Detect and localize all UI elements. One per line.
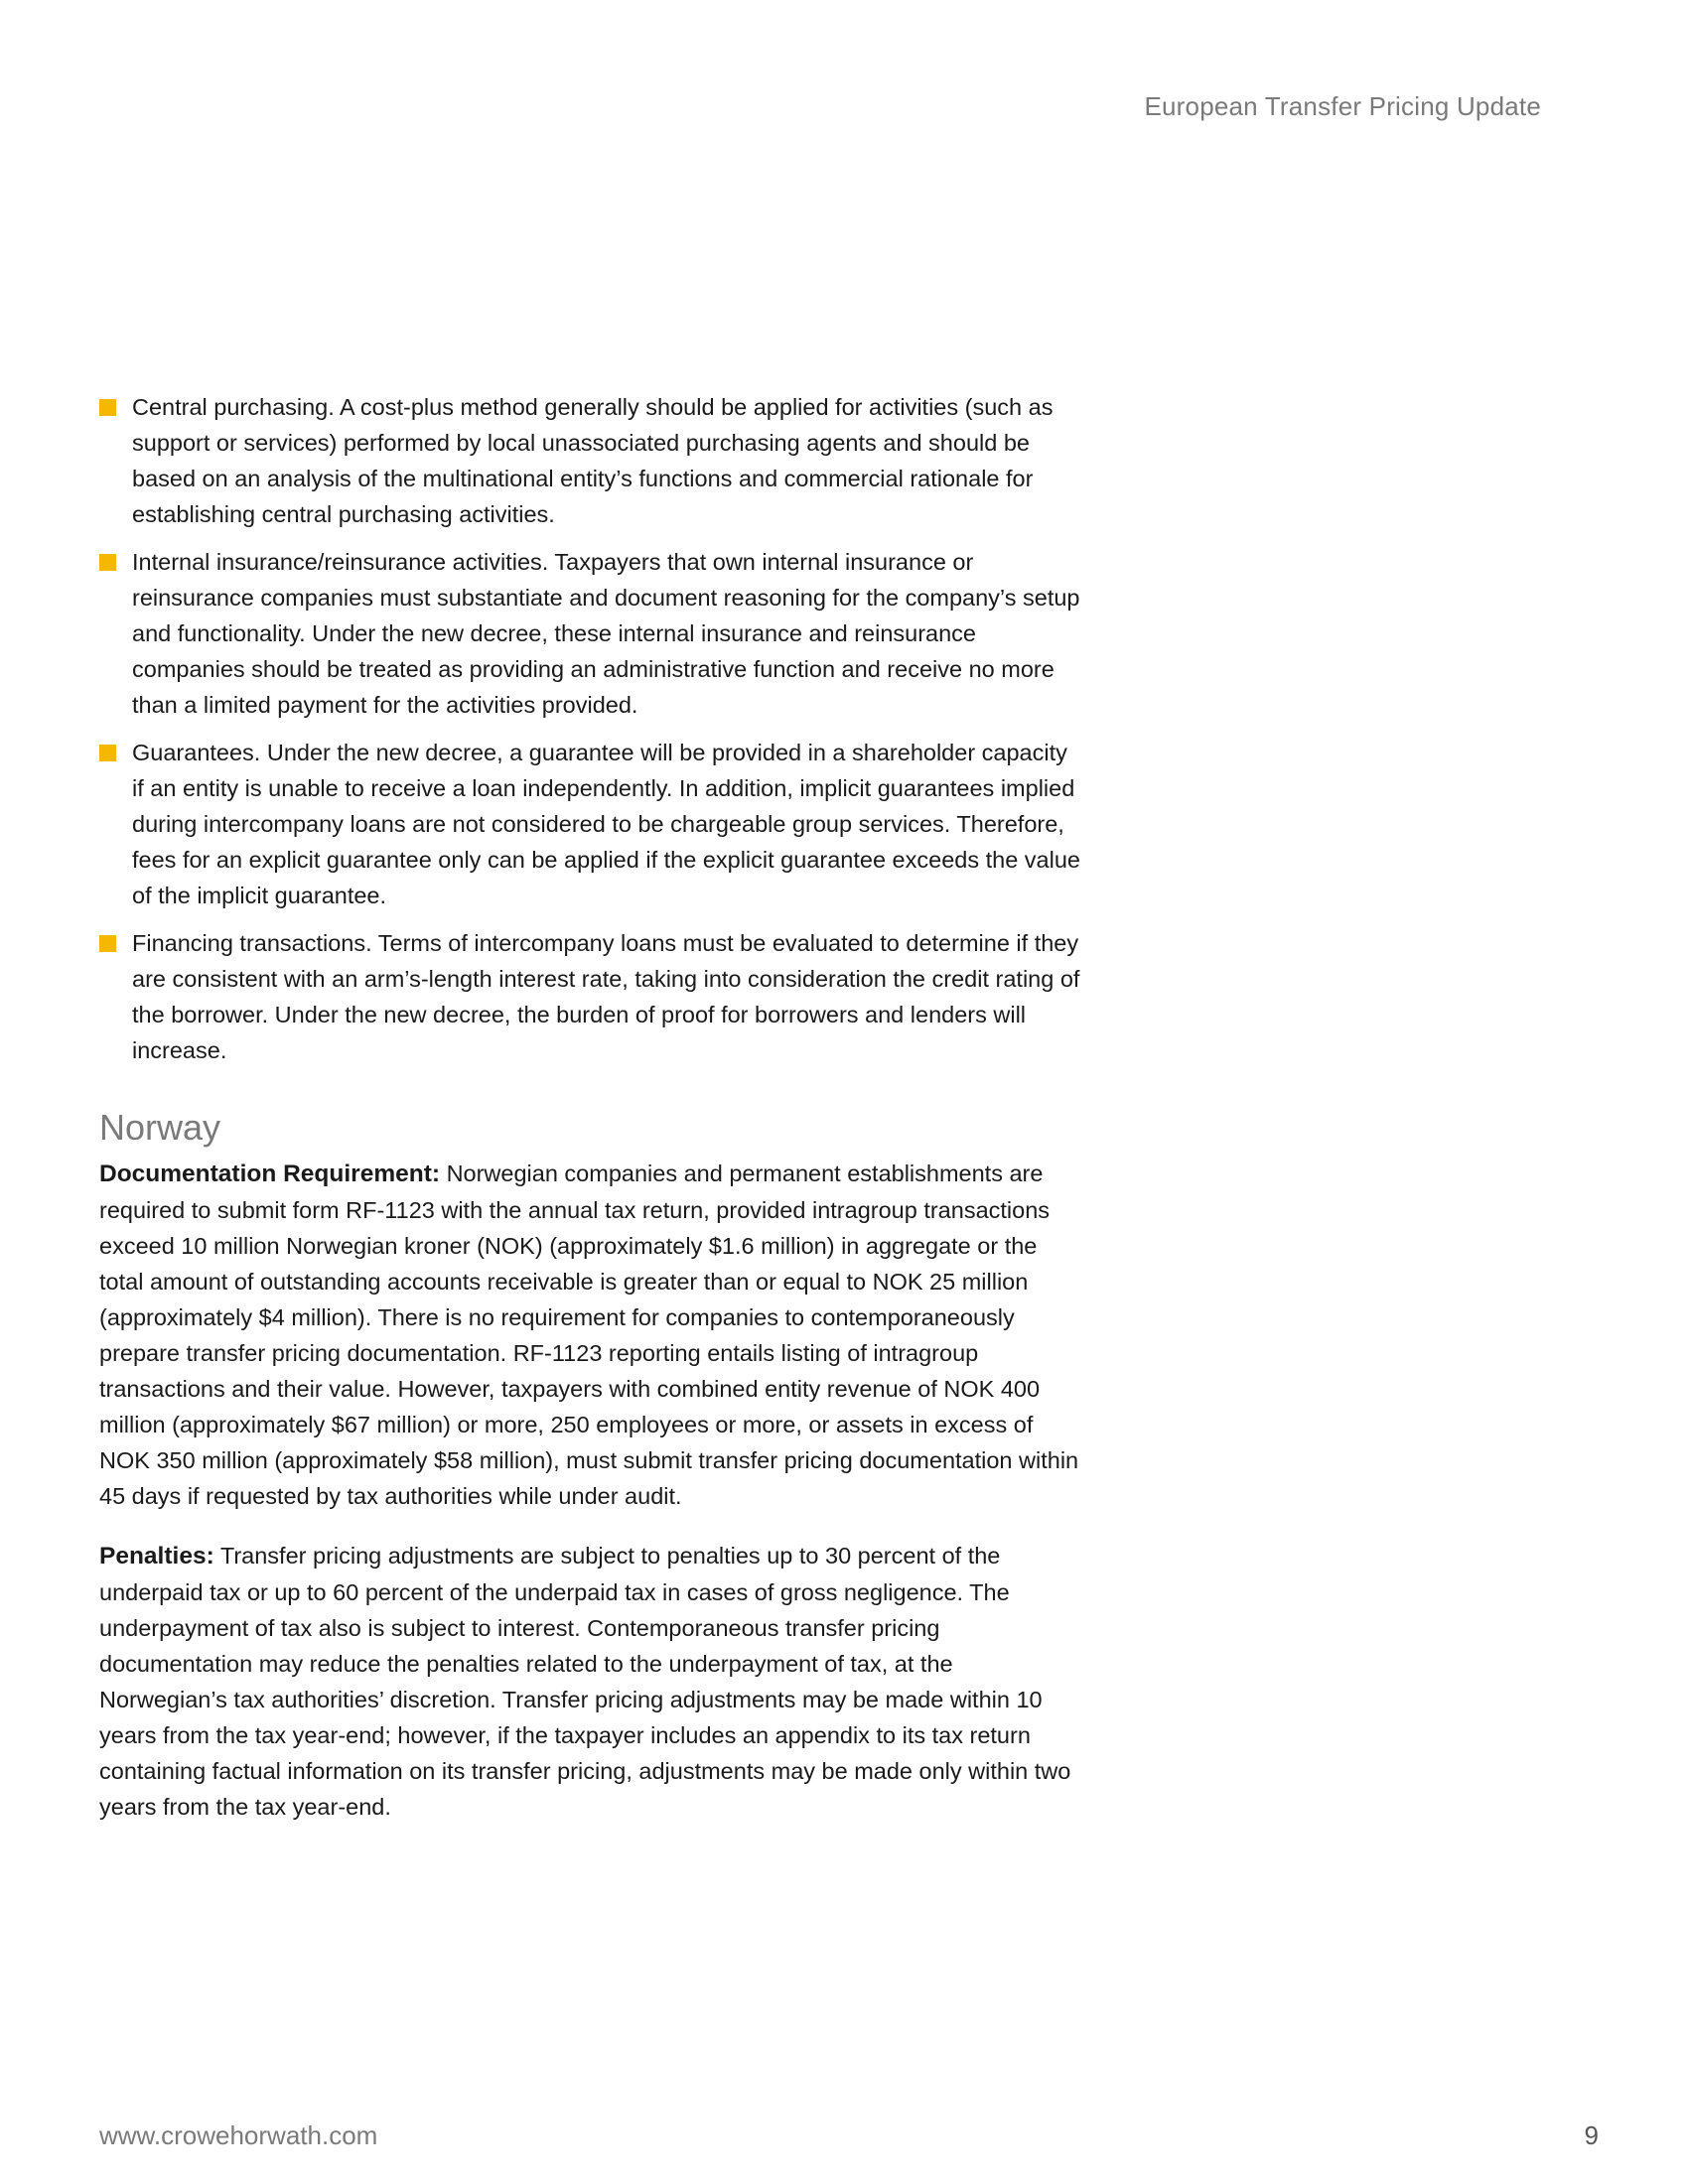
bullet-text: Central purchasing. A cost-plus method generally should be applied for activities (such as support or services) performed by local unassociated purchasing agents and should be based on an analysis of the multinational entity’s functions and commercial rationale for establishing central purchasing activities. (132, 394, 1054, 527)
square-bullet-icon (99, 399, 116, 416)
square-bullet-icon (99, 745, 116, 761)
footer-url: www.crowehorwath.com (99, 2120, 378, 2150)
page-content (99, 389, 1082, 1848)
documentation-label: Documentation Requirement: (99, 1160, 441, 1187)
bullet-text: Internal insurance/reinsurance activities. Taxpayers that own internal insurance or reinsurance companies must substantiate and document reasoning for the company’s setup and functionality. Under the new decree, these internal insurance and reinsurance companies should be treated as providing an administrative function and receive no more than a limited payment for the activities provided. (132, 549, 1080, 718)
bullet-text: Financing transactions. Terms of intercompany loans must be evaluated to determine if they are consistent with an arm’s-length interest rate, taking into consideration the credit rating of the borrower. Under the new decree, the burden of proof for borrowers and lenders will increase. (132, 930, 1080, 1063)
penalties-paragraph (99, 1538, 1082, 1825)
running-header: European Transfer Pricing Update (1144, 91, 1541, 121)
bullet-list (99, 389, 1082, 1068)
section-heading: Norway (99, 1107, 221, 1148)
list-item (99, 925, 1082, 1068)
bullet-text: Guarantees. Under the new decree, a guarantee will be provided in a shareholder capacity if an entity is unable to receive a loan independently. In addition, implicit guarantees implied during intercompany loans are not considered to be chargeable group services. Therefore, fees for an explicit guarantee only can be applied if the explicit guarantee exceeds the value of the implicit guarantee. (132, 740, 1080, 908)
list-item (99, 389, 1082, 532)
documentation-paragraph (99, 1156, 1082, 1514)
square-bullet-icon (99, 935, 116, 952)
penalties-label: Penalties: (99, 1543, 214, 1570)
page-number: 9 (1584, 2120, 1599, 2150)
square-bullet-icon (99, 554, 116, 571)
list-item (99, 544, 1082, 723)
penalties-text: Transfer pricing adjustments are subject to penalties up to 30 percent of the underpaid tax or up to 60 percent of the underpaid tax in cases of gross negligence. The underpayment of tax also is subject to interest. Contemporaneous transfer pricing documentation may reduce the penalties related to the underpayment of tax, at the Norwegian’s tax authorities’ discretion. Transfer pricing adjustments may be made within 10 years from the tax year-end; however, if the taxpayer includes an appendix to its tax return containing factual information on its transfer pricing, adjustments may be made only within two years from the tax year-end. (99, 1543, 1071, 1820)
documentation-text: Norwegian companies and permanent establishments are required to submit form RF-1123 with the annual tax return, provided intragroup transactions exceed 10 million Norwegian kroner (NOK) (approximately $1.6 million) in aggregate or the total amount of outstanding accounts receivable is greater than or equal to NOK 25 million (approximately $4 million). There is no requirement for companies to contemporaneously prepare transfer pricing documentation. RF-1123 reporting entails listing of intragroup transactions and their value. However, taxpayers with combined entity revenue of NOK 400 million (approximately $67 million) or more, 250 employees or more, or assets in excess of NOK 350 million (approximately $58 million), must submit transfer pricing documentation within 45 days if requested by tax authorities while under audit. (99, 1160, 1079, 1509)
list-item (99, 735, 1082, 913)
